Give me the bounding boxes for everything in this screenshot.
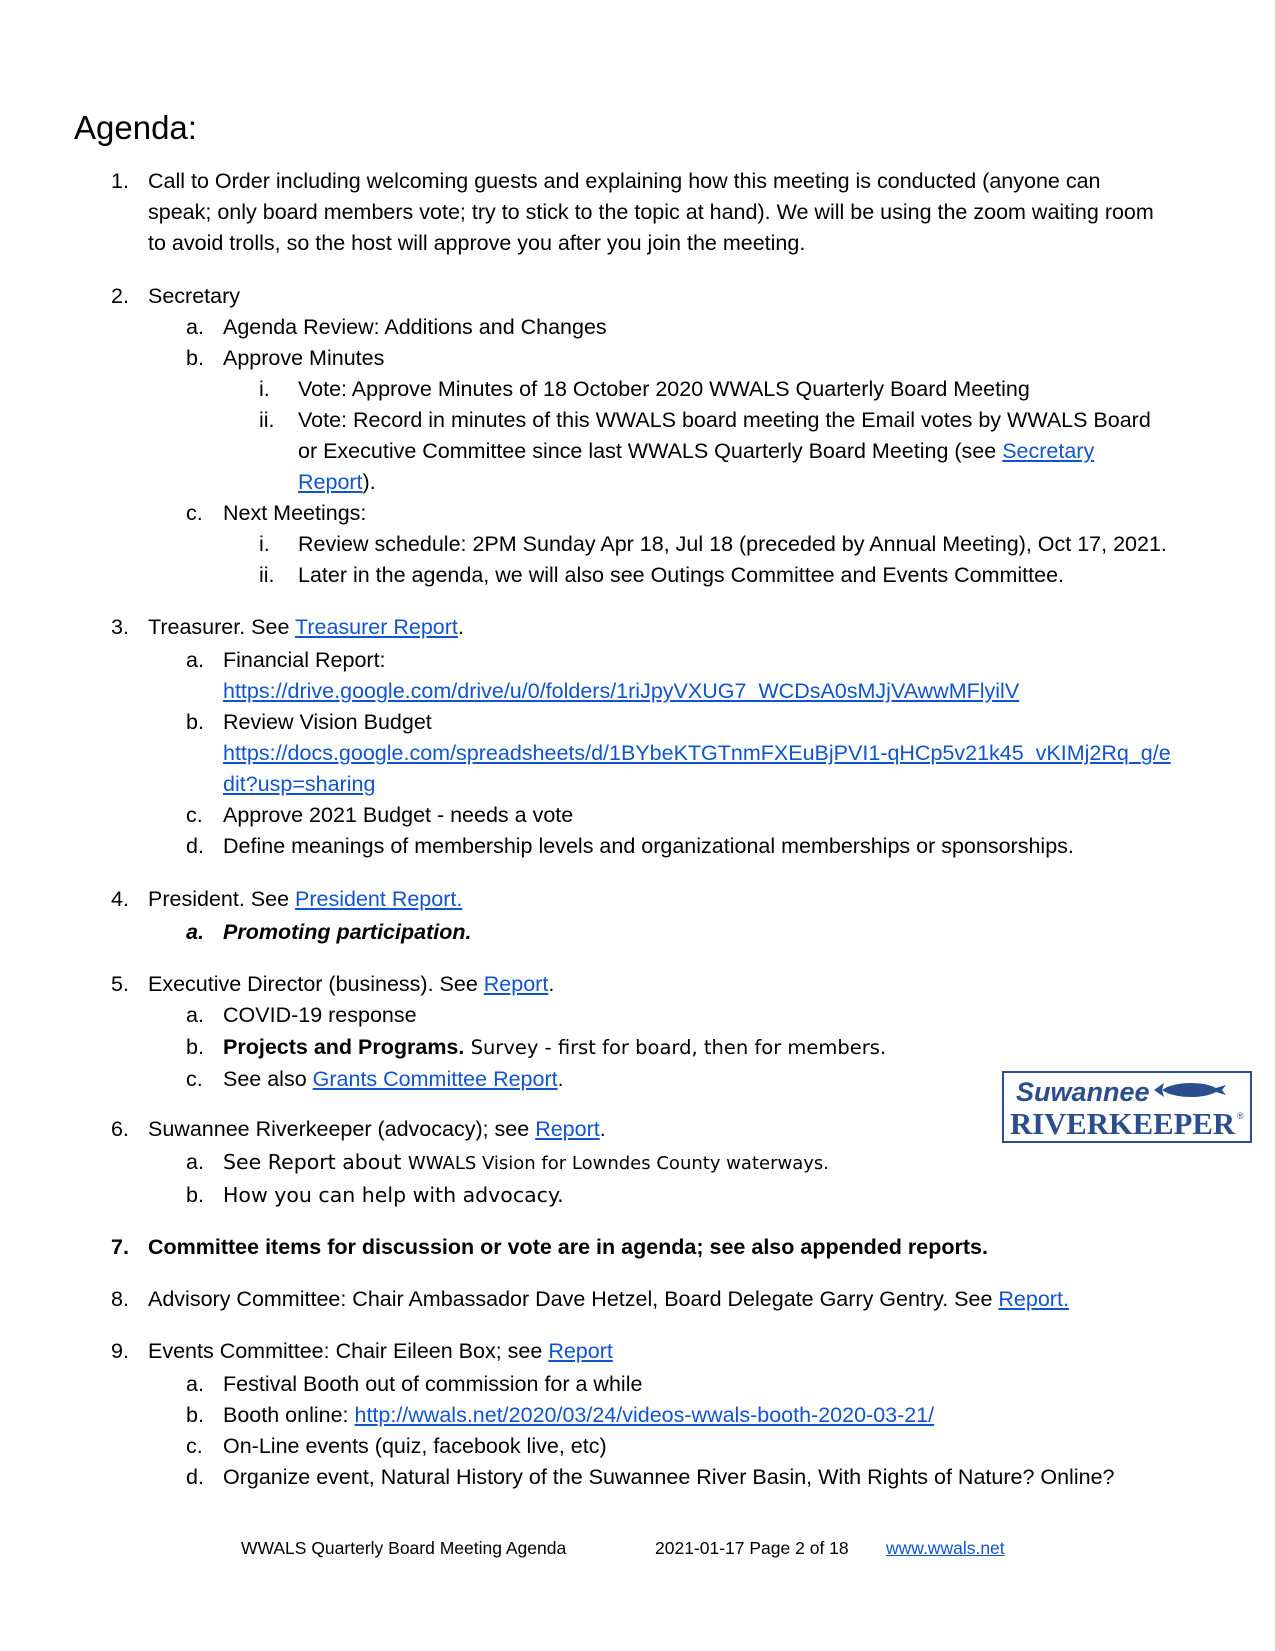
item-3d-text: Define meanings of membership levels and organizational memberships or sponsorships.	[223, 834, 1074, 858]
item-5c-text: See also	[223, 1067, 313, 1091]
vision-budget-url-link-cont[interactable]: dit?usp=sharing	[223, 772, 376, 796]
item-2a-label: a.	[186, 315, 204, 339]
advisory-committee-report-link[interactable]: Report.	[998, 1287, 1069, 1311]
treasurer-report-link[interactable]: Treasurer Report	[295, 615, 458, 639]
item-6-tail: .	[599, 1117, 606, 1141]
item-7-text: Committee items for discussion or vote are in agenda; see also appended reports.	[148, 1235, 988, 1259]
item-3a-label: a.	[186, 648, 204, 672]
footer-site-link[interactable]: www.wwals.net	[886, 1538, 1005, 1558]
item-6b-label: b.	[186, 1183, 204, 1207]
item-9-number: 9.	[111, 1339, 129, 1363]
item-4a-text: Promoting participation.	[223, 920, 472, 944]
item-5a-text: COVID-19 response	[223, 1003, 417, 1027]
item-1-line-3: to avoid trolls, so the host will approve you after you join the meeting.	[148, 231, 806, 255]
item-5-text: Executive Director (business). See	[148, 972, 484, 996]
item-2b-label: b.	[186, 346, 204, 370]
item-2c-i-label: i.	[259, 532, 270, 556]
item-2c-ii-label: ii.	[259, 563, 275, 587]
item-2b-ii-tail: ).	[362, 470, 376, 494]
item-9c-text: On-Line events (quiz, facebook live, etc)	[223, 1434, 607, 1458]
item-6a-label: a.	[186, 1150, 204, 1174]
item-2c-label: c.	[186, 501, 203, 525]
item-5b-bold: Projects and Programs.	[223, 1035, 465, 1059]
item-2b-ii-label: ii.	[259, 408, 275, 432]
item-3b-text: Review Vision Budget	[223, 710, 432, 734]
item-1-line-2: speak; only board members vote; try to stick to the topic at hand). We will be using the zoom waiting room	[148, 200, 1154, 224]
item-6a-text2: WWALS Vision for Lowndes County waterways.	[407, 1153, 829, 1174]
item-3-line	[148, 612, 464, 643]
secretary-report-link[interactable]: Secretary	[1002, 439, 1095, 463]
item-4-line	[148, 884, 462, 915]
item-1-line-1: Call to Order including welcoming guests and explaining how this meeting is conducted (anyone can	[148, 169, 1101, 193]
riverkeeper-report-link[interactable]: Report	[535, 1117, 600, 1141]
item-2b-ii-line-1: Vote: Record in minutes of this WWALS board meeting the Email votes by WWALS Board	[298, 408, 1151, 432]
item-8-text: Advisory Committee: Chair Ambassador Dave Hetzel, Board Delegate Garry Gentry. See	[148, 1287, 999, 1311]
suwannee-riverkeeper-logo-art	[1004, 1073, 1250, 1141]
item-9a-label: a.	[186, 1372, 204, 1396]
item-2b-ii-line-2	[298, 436, 1094, 467]
secretary-report-link-cont[interactable]: Report	[298, 470, 363, 494]
svg-text:RIVERKEEPER: RIVERKEEPER	[1010, 1106, 1236, 1141]
item-2b-i-text: Vote: Approve Minutes of 18 October 2020 WWALS Quarterly Board Meeting	[298, 377, 1030, 401]
financial-report-url-link[interactable]: https://drive.google.com/drive/u/0/folders/1riJpyVXUG7_WCDsA0sMJjVAwwMFlyilV	[223, 679, 1020, 703]
item-6a-text: See Report about	[223, 1150, 408, 1174]
item-9b-text: Booth online:	[223, 1403, 355, 1427]
item-2c-text: Next Meetings:	[223, 501, 367, 525]
item-2a-text: Agenda Review: Additions and Changes	[223, 315, 607, 339]
item-9d-label: d.	[186, 1465, 204, 1489]
item-5b-label: b.	[186, 1035, 204, 1059]
item-1-number: 1.	[111, 169, 129, 193]
item-2c-ii-text: Later in the agenda, we will also see Outings Committee and Events Committee.	[298, 563, 1065, 587]
item-6-number: 6.	[111, 1117, 129, 1141]
item-5b-text: Survey - first for board, then for members.	[464, 1036, 887, 1059]
item-7-number: 7.	[111, 1235, 129, 1259]
item-3c-text: Approve 2021 Budget - needs a vote	[223, 803, 574, 827]
item-6b-text: How you can help with advocacy.	[223, 1183, 564, 1207]
item-6-text: Suwannee Riverkeeper (advocacy); see	[148, 1117, 536, 1141]
item-6a-line	[223, 1147, 829, 1179]
item-5-number: 5.	[111, 972, 129, 996]
item-4-number: 4.	[111, 887, 129, 911]
page-title: Agenda:	[74, 109, 197, 146]
item-9b-label: b.	[186, 1403, 204, 1427]
item-3c-label: c.	[186, 803, 203, 827]
item-5a-label: a.	[186, 1003, 204, 1027]
item-4a-label: a.	[186, 920, 204, 944]
suwannee-riverkeeper-logo	[1002, 1071, 1252, 1143]
item-6-line	[148, 1114, 606, 1145]
item-2c-i-text: Review schedule: 2PM Sunday Apr 18, Jul 18 (preceded by Annual Meeting), Oct 17, 2021.	[298, 532, 1167, 556]
item-5c-label: c.	[186, 1067, 203, 1091]
president-report-link[interactable]: President Report.	[295, 887, 463, 911]
item-3-number: 3.	[111, 615, 129, 639]
item-2-number: 2.	[111, 284, 129, 308]
svg-text:Suwannee: Suwannee	[1016, 1077, 1150, 1107]
item-3b-label: b.	[186, 710, 204, 734]
executive-director-report-link[interactable]: Report	[483, 972, 549, 996]
item-5-line	[148, 969, 554, 1000]
item-9c-label: c.	[186, 1434, 203, 1458]
vision-budget-url-link[interactable]: https://docs.google.com/spreadsheets/d/1BYbeKTGTnmFXEuBjPVI1-qHCp5v21k45_vKIMj2Rq_g/e	[223, 741, 1171, 765]
svg-text:®: ®	[1237, 1111, 1244, 1121]
footer-title: WWALS Quarterly Board Meeting Agenda	[241, 1538, 567, 1558]
booth-online-url-link[interactable]: http://wwals.net/2020/03/24/videos-wwals-booth-2020-03-21/	[354, 1403, 935, 1427]
item-3-text: Treasurer. See	[148, 615, 295, 639]
item-5-tail: .	[548, 972, 555, 996]
grants-committee-report-link[interactable]: Grants Committee Report	[312, 1067, 558, 1091]
events-committee-report-link[interactable]: Report	[548, 1339, 613, 1363]
item-2b-i-label: i.	[259, 377, 270, 401]
fish-icon	[1154, 1083, 1226, 1097]
item-8-number: 8.	[111, 1287, 129, 1311]
item-8-line	[148, 1284, 1069, 1315]
item-3d-label: d.	[186, 834, 204, 858]
item-5c-line	[223, 1064, 564, 1095]
item-2-text: Secretary	[148, 284, 241, 308]
item-9d-text: Organize event, Natural History of the Suwannee River Basin, With Rights of Nature? Online?	[223, 1465, 1115, 1489]
item-5c-tail: .	[557, 1067, 564, 1091]
item-2b-text: Approve Minutes	[223, 346, 385, 370]
item-5b-line	[223, 1032, 886, 1063]
item-2b-ii-line-2-text: or Executive Committee since last WWALS Quarterly Board Meeting (see	[298, 439, 1003, 463]
item-3-tail: .	[457, 615, 464, 639]
item-3a-text: Financial Report:	[223, 648, 386, 672]
item-2b-ii-line-3	[298, 467, 376, 498]
item-4-text: President. See	[148, 887, 296, 911]
item-9a-text: Festival Booth out of commission for a while	[223, 1372, 643, 1396]
footer-date-page: 2021-01-17 Page 2 of 18	[655, 1538, 849, 1558]
item-9-text: Events Committee: Chair Eileen Box; see	[148, 1339, 549, 1363]
item-9-line	[148, 1336, 613, 1367]
item-9b-line	[223, 1400, 934, 1431]
